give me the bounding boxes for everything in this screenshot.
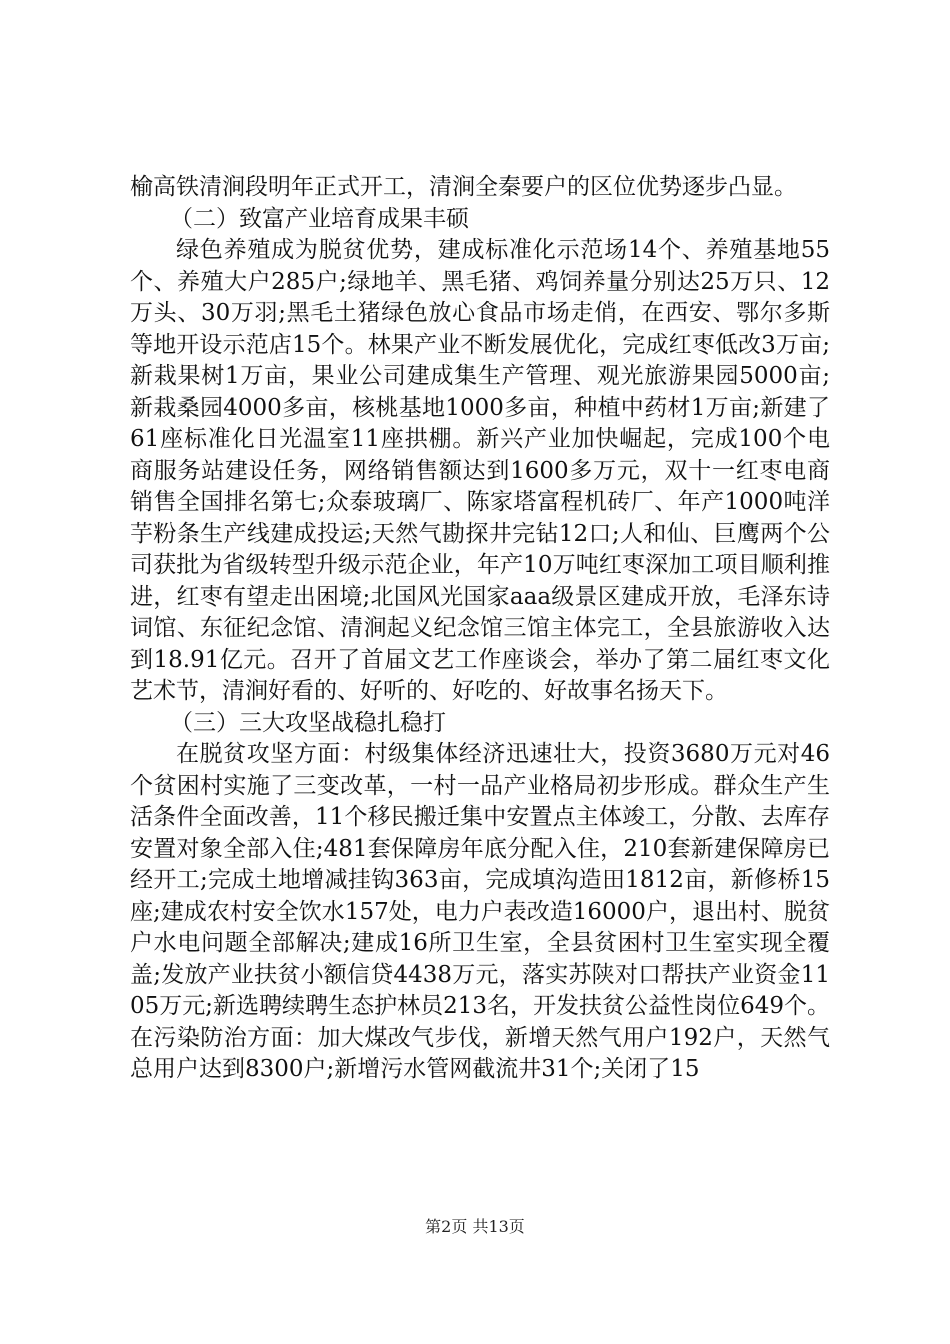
document-body [130,172,830,1086]
paragraph-continuation: 榆高铁清涧段明年正式开工，清涧全秦要户的区位优势逐步凸显。 [130,174,797,200]
section-heading-battles: （三）三大攻坚战稳扎稳打 [170,709,446,736]
page-footer: 第2页 共13页 [425,1217,525,1236]
paragraph-battles: 在脱贫攻坚方面：村级集体经济迅速壮大，投资3680万元对46个贫困村实施了三变改革，一村一品产业格局初步形成。群众生产生活条件全面改善，11个移民搬迁集中安置点主体竣工，分散、去库存安置对象全部入住;481套保障房年底分配入住，210套新建保障房已经开工;完成土地增减挂钩363亩，完成填沟造田1812亩，新修桥15座;建成农村安全饮水157处，电力户表改造16000户，退出村、脱贫户水电问题全部解决;建成16所卫生室，全县贫困村卫生室实现全覆盖;发放产业扶贫小额信贷4438万元，落实苏陕对口帮扶产业资金1105万元;新选聘续聘生态护林员213名，开发扶贫公益性岗位649个。在污染防治方面：加大煤改气步伐，新增天然气用户192户，天然气总用户达到8300户;新增污水管网截流井31个;关闭了15 [130,741,830,1082]
section-heading-industry: （二）致富产业培育成果丰硕 [170,205,469,232]
paragraph-industry: 绿色养殖成为脱贫优势，建成标准化示范场14个、养殖基地55个、养殖大户285户;绿地羊、黑毛猪、鸡饲养量分别达25万只、12万头、30万羽;黑毛土猪绿色放心食品市场走俏，在西安、鄂尔多斯等地开设示范店15个。林果产业不断发展优化，完成红枣低改3万亩;新栽果树1万亩，果业公司建成集生产管理、观光旅游果园5000亩;新栽桑园4000多亩，核桃基地1000多亩，种植中药材1万亩;新建了61座标准化日光温室11座拱棚。新兴产业加快崛起，完成100个电商服务站建设任务，网络销售额达到1600多万元，双十一红枣电商销售全国排名第七;众泰玻璃厂、陈家塔富程机砖厂、年产1000吨洋芋粉条生产线建成投运;天然气勘探井完钻12口;人和仙、巨鹰两个公司获批为省级转型升级示范企业，年产10万吨红枣深加工项目顺利推进，红枣有望走出困境;北国风光国家aaa级景区建成开放，毛泽东诗词馆、东征纪念馆、清涧起义纪念馆三馆主体完工，全县旅游收入达到18.91亿元。召开了首届文艺工作座谈会，举办了第二届红枣文化艺术节，清涧好看的、好听的、好吃的、好故事名扬天下。 [130,237,830,704]
